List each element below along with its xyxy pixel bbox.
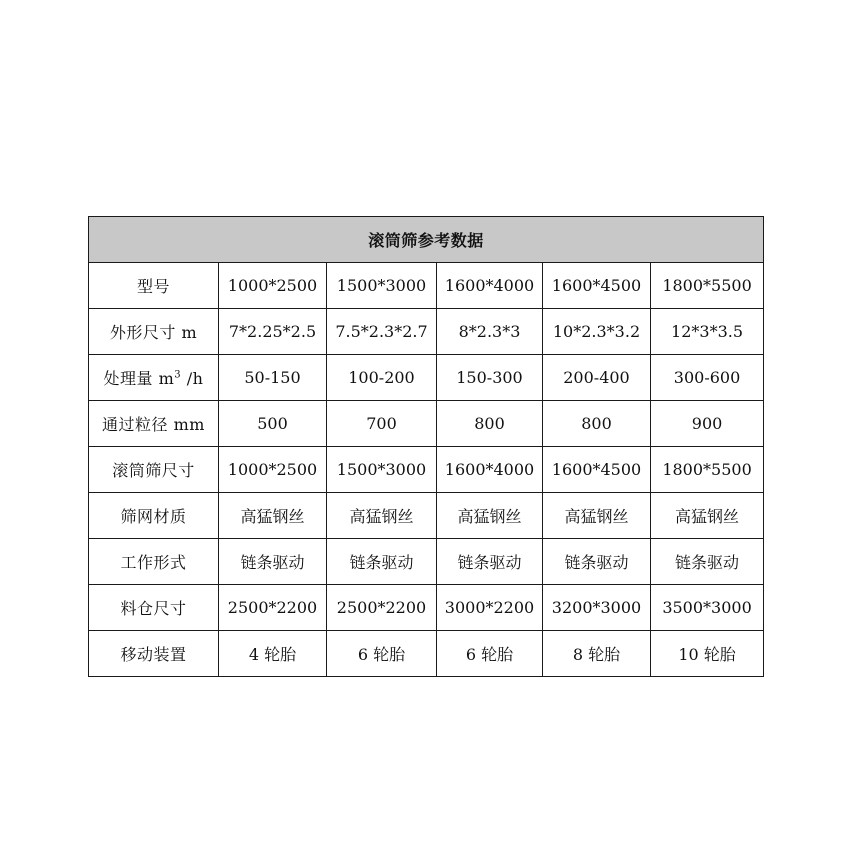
table-cell: 1600*4000 [437, 263, 543, 309]
table-cell: 1500*3000 [327, 263, 437, 309]
table-row-drive-type [89, 539, 764, 585]
table-cell: 链条驱动 [219, 539, 327, 585]
table-row-capacity [89, 355, 764, 401]
table-cell: 100-200 [327, 355, 437, 401]
table-cell: 12*3*3.5 [651, 309, 764, 355]
table-cell: 7*2.25*2.5 [219, 309, 327, 355]
row-label: 型号 [89, 263, 219, 309]
table-cell: 高猛钢丝 [327, 493, 437, 539]
table-cell: 800 [437, 401, 543, 447]
row-label: 工作形式 [89, 539, 219, 585]
table-cell: 1000*2500 [219, 263, 327, 309]
row-label: 筛网材质 [89, 493, 219, 539]
table-row-particle-size [89, 401, 764, 447]
table-row-model [89, 263, 764, 309]
table-cell: 500 [219, 401, 327, 447]
table-cell: 1600*4500 [543, 263, 651, 309]
table-row-screen-material [89, 493, 764, 539]
table-cell: 高猛钢丝 [543, 493, 651, 539]
table-cell: 3000*2200 [437, 585, 543, 631]
table-row-dimensions [89, 309, 764, 355]
table-cell: 链条驱动 [437, 539, 543, 585]
row-label: 通过粒径 mm [89, 401, 219, 447]
table-cell: 1600*4000 [437, 447, 543, 493]
table-cell: 4 轮胎 [219, 631, 327, 677]
table-row-mobile-unit [89, 631, 764, 677]
table-cell: 150-300 [437, 355, 543, 401]
row-label: 滚筒筛尺寸 [89, 447, 219, 493]
row-label [89, 355, 219, 401]
table-title-row [89, 217, 764, 263]
row-label: 料仓尺寸 [89, 585, 219, 631]
table-cell: 700 [327, 401, 437, 447]
table-cell: 10*2.3*3.2 [543, 309, 651, 355]
row-label: 移动装置 [89, 631, 219, 677]
table-cell: 8*2.3*3 [437, 309, 543, 355]
reference-data-table [88, 216, 764, 677]
table-cell: 链条驱动 [651, 539, 764, 585]
table-cell: 6 轮胎 [327, 631, 437, 677]
table-row-drum-size [89, 447, 764, 493]
row-label-sup: 3 [174, 369, 182, 381]
table-cell: 800 [543, 401, 651, 447]
table-cell: 1500*3000 [327, 447, 437, 493]
table-cell: 10 轮胎 [651, 631, 764, 677]
table-cell: 6 轮胎 [437, 631, 543, 677]
table-cell: 2500*2200 [219, 585, 327, 631]
table-cell: 900 [651, 401, 764, 447]
table-cell: 300-600 [651, 355, 764, 401]
table-cell: 50-150 [219, 355, 327, 401]
row-label-prefix: 处理量 m [103, 369, 175, 388]
row-label-suffix: /h [181, 369, 204, 388]
table-row-hopper-size [89, 585, 764, 631]
row-label: 外形尺寸 m [89, 309, 219, 355]
table-cell: 高猛钢丝 [437, 493, 543, 539]
table-cell: 3500*3000 [651, 585, 764, 631]
table-cell: 链条驱动 [543, 539, 651, 585]
table-cell: 7.5*2.3*2.7 [327, 309, 437, 355]
table-cell: 3200*3000 [543, 585, 651, 631]
table-cell: 200-400 [543, 355, 651, 401]
table-cell: 1800*5500 [651, 263, 764, 309]
table-cell: 1000*2500 [219, 447, 327, 493]
table-cell: 1800*5500 [651, 447, 764, 493]
table-cell: 高猛钢丝 [219, 493, 327, 539]
table-cell: 1600*4500 [543, 447, 651, 493]
table-cell: 8 轮胎 [543, 631, 651, 677]
table-cell: 2500*2200 [327, 585, 437, 631]
table-title: 滚筒筛参考数据 [89, 217, 764, 263]
table-cell: 高猛钢丝 [651, 493, 764, 539]
table-cell: 链条驱动 [327, 539, 437, 585]
